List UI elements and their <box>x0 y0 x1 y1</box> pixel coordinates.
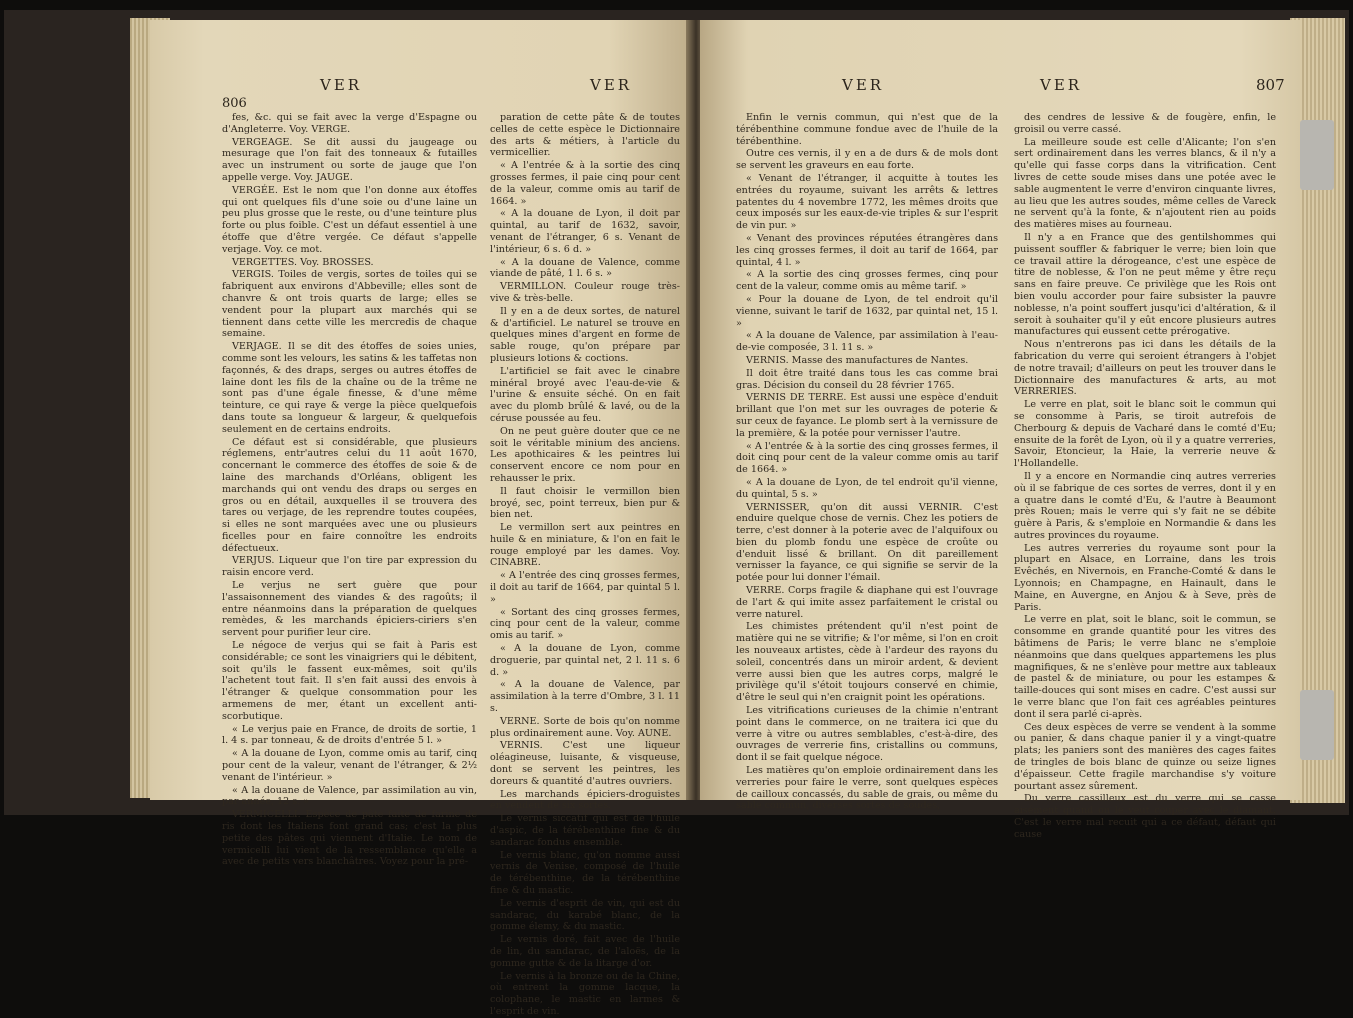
paragraph: Il y en a de deux sortes, de naturel & d'artificiel. Le naturel se trouve en quelques mines d'argent en forme de sable rouge, qu'on prépare par plusieurs lotions & coctions. <box>490 305 680 364</box>
paragraph: « A la douane de Valence, par assimilation à l'eau-de-vie composée, 3 l. 11 s. » <box>736 330 998 354</box>
paragraph: Les vitrifications curieuses de la chimie n'entrant point dans le commerce, on ne traitera ici que du verre à vitre ou autres semblables, c'est-à-dire, des ouvrages de verrerie fins, cristallins ou communs, dont il se fait quelque négoce. <box>736 705 998 764</box>
paragraph: Les chimistes prétendent qu'il n'est point de matière qui ne se vitrifie; & l'or même, si l'on en croit les nouveaux artistes, cède à l'ardeur des rayons du soleil, concentrés dans un miroir ardent, & devient verre aussi bien que les autres corps, malgré le privilège qu'il s'étoit toujours conservé en chimie, d'être le seul qui n'en craignit point les opérations. <box>736 621 998 704</box>
paragraph: des cendres de lessive & de fougère, enfin, le groisil ou verre cassé. <box>1014 112 1276 135</box>
paragraph: « A la douane de Lyon, il doit par quintal, au tarif de 1632, savoir, venant de l'étranger, 6 s. Venant de l'intérieur, 6 s. 6 d. » <box>490 208 680 255</box>
paragraph: Le vernis siccatif qui est de l'huile d'aspic, de la térébenthine fine & du sandarac fondus ensemble. <box>490 813 680 848</box>
paragraph: VERNIS. Masse des manufactures de Nantes. <box>746 354 969 366</box>
paragraph: « Venant des provinces réputées étrangères dans les cinq grosses fermes, il doit au tarif de 1664, par quintal, 4 l. » <box>736 232 998 268</box>
paragraph: VERNIS DE TERRE. Est aussi une espèce d'enduit brillant que l'on met sur les ouvrages de poterie & sur ceux de fayance. Le plomb sert à la vernissure de la première, & la potée pour vernisser l'autre. <box>736 392 998 439</box>
paragraph: Nous n'entrerons pas ici dans les détails de la fabrication du verre qui seroient étrangers à l'objet de notre travail; d'ailleurs on peut les trouver dans le Dictionnaire des manufactures & arts, au mot VERRERIES. <box>1014 339 1276 398</box>
paragraph: VERNIS. C'est une liqueur oléagineuse, luisante, & visqueuse, dont se servent les peintres, les doreurs & quantité d'autres ouvriers. <box>490 740 680 787</box>
paragraph: « A la douane de Lyon, de tel endroit qu'il vienne, du quintal, 5 s. » <box>736 476 998 500</box>
paragraph: Le verre en plat, soit le blanc soit le commun qui se consomme à Paris, se tiroit autrefois de Cherbourg & depuis de Vacharé dans le comté d'Eu; ensuite de la forêt de Lyon, où il y a quatre verreries, Savoir, Etoncieur, la Haie, la verrerie neuve & l'Hollandelle. <box>1014 399 1276 470</box>
left-page-column-1 <box>222 112 477 868</box>
paragraph: Il n'y a en France que des gentilshommes qui puissent souffler & fabriquer le verre; bien loin que ce travail attire la dérogeance, c'est une espèce de titre de noblesse, & l'on ne peut même y être reçu sans en faire preuve. Ce privilège que les Rois ont bien voulu accorder pour faire subsister la pauvre noblesse, n'a point souffert jusqu'ici d'altération, & il seroit à souhaiter qu'il y eût encore plusieurs autres manufactures qui eussent cette prérogative. <box>1014 231 1276 338</box>
paragraph: Le vermillon sert aux peintres en huile & en miniature, & l'on en fait le rouge employé par les dames. Voy. CINABRE. <box>490 522 680 569</box>
paragraph: « A la sortie des cinq grosses fermes, cinq pour cent de la valeur, comme omis au même tarif. » <box>736 269 998 293</box>
paragraph: VERMILLON. Couleur rouge très-vive & très-belle. <box>490 281 680 304</box>
left-running-head-1: VER <box>320 76 363 94</box>
paragraph: Ces deux espèces de verre se vendent à la somme ou panier, & dans chaque panier il y a vingt-quatre plats; les paniers sont des manières des cages faites de tringles de bois blanc de quinze ou seize lignes d'épaisseur. Cette fragile marchandise s'y voiture pourtant assez sûrement. <box>1014 721 1276 792</box>
paragraph: Les matières qu'on emploie ordinairement dans les verreries pour faire le verre, sont quelques espèces de cailloux concassés, du sable de grais, ou même du sable commun, diverses sortes de soudes, <box>736 765 998 812</box>
paragraph: paration de cette pâte & de toutes celles de cette espèce le Dictionnaire des arts & métiers, à l'article du vermicellier. <box>490 112 680 159</box>
paragraph: « Pour la douane de Lyon, de tel endroit qu'il vienne, suivant le tarif de 1632, par quintal net, 15 l. » <box>736 293 998 329</box>
paragraph: VERJUS. Liqueur que l'on tire par expression du raisin encore verd. <box>222 555 477 579</box>
paragraph: « A l'entrée des cinq grosses fermes, il doit au tarif de 1664, par quintal 5 l. » <box>490 570 680 605</box>
left-page <box>150 20 690 1017</box>
paragraph: « A la douane de Lyon, comme omis au tarif, cinq pour cent de la valeur, venant de l'étranger, & 2½ venant de l'intérieur. » <box>222 748 477 783</box>
paragraph: Il doit être traité dans tous les cas comme brai gras. Décision du conseil du 28 février 1765. <box>736 367 998 391</box>
paragraph: « A la douane de Lyon, comme droguerie, par quintal net, 2 l. 11 s. 6 d. » <box>490 643 680 678</box>
paragraph: Les marchands épiciers-droguistes en vendent de six sortes. <box>490 788 680 812</box>
paragraph: Il y a encore en Normandie cinq autres verreries où il se fabrique de ces sortes de verres, dont il y en a quatre dans le comté d'Eu, & l'autre à Beaumont près Rouen; mais le verre qui s'y fait ne se débite guère à Paris, & s'emploie en Normandie & dans les autres provinces du royaume. <box>1014 470 1276 541</box>
page-clip-top <box>1300 120 1334 190</box>
paragraph: On ne peut guère douter que ce ne soit le véritable minium des anciens. Les apothicaires & les peintres lui conservent encore ce nom pour en rehausser le prix. <box>490 425 680 484</box>
paragraph: VERGIS. Toiles de vergis, sortes de toiles qui se fabriquent aux environs d'Abbeville; elles sont de chanvre & ont trois quarts de large; elles se vendent pour la plupart aux marchés qui se tiennent dans cette ville les mercredis de chaque semaine. <box>222 269 477 340</box>
paragraph: Enfin le vernis commun, qui n'est que de la térébenthine commune fondue avec de l'huile de la térébenthine. <box>736 112 998 147</box>
paragraph: Le négoce de verjus qui se fait à Paris est considérable; ce sont les vinaigriers qui le débitent, soit qu'ils le fassent eux-mêmes, soit qu'ils l'achetent tout fait. Il s'en fait aussi des envois à l'étranger & quelque consommation pour les armemens de mer, étant un excellent anti-scorbutique. <box>222 640 477 722</box>
paragraph: VERNE. Sorte de bois qu'on nomme plus ordinairement aune. Voy. AUNE. <box>490 715 680 739</box>
paragraph: Outre ces vernis, il y en a de durs & de mols dont se servent les graveurs en eau forte. <box>736 148 998 172</box>
paragraph: VERJAGE. Il se dit des étoffes de soies unies, comme sont les velours, les satins & les taffetas non façonnés, & des draps, serges ou autres étoffes de laine dont les fils de la chaîne ou de la trême ne sont pas d'une égale finesse, & d'une même teinture, ce qui raye & verge la pièce quelquefois dans toute sa longueur & largeur, & quelquefois seulement en de certains endroits. <box>222 341 477 435</box>
right-page-column-1 <box>736 112 998 812</box>
paragraph: « A la douane de Valence, comme viande de pâté, 1 l. 6 s. » <box>490 256 680 280</box>
paragraph: Il faut choisir le vermillon bien broyé, sec, point terreux, bien pur & bien net. <box>490 485 680 521</box>
paragraph: VERGEAGE. Se dit aussi du jaugeage ou mesurage que l'on fait des tonneaux & futailles avec un instrument ou sorte de jauge que l'on appelle verge. Voy. JAUGE. <box>222 136 477 183</box>
paragraph: Le verre en plat, soit le blanc, soit le commun, se consomme en grande quantité pour les vitres des bâtimens de Paris; le verre blanc ne s'emploie néanmoins que dans quelques appartemens les plus magnifiques, & ne s'enlève pour mettre aux tableaux de pastel & de miniature, ou pour les estampes & taille-douces qui sont mises en cadre. C'est aussi sur le verre blanc que l'on fait ces agréables peintures dont il sera parlé ci-après. <box>1014 614 1276 720</box>
paragraph: VERGETTES. Voy. BROSSES. <box>232 256 374 268</box>
paragraph: « A la douane de Valence, par assimilation à la terre d'Ombre, 3 l. 11 s. <box>490 679 680 715</box>
left-running-head-2: VER <box>590 76 633 94</box>
paragraph: « A l'entrée & à la sortie des cinq grosses fermes, il paie cinq pour cent de la valeur, comme omis au tarif de 1664. » <box>490 160 680 207</box>
paragraph: Le vernis à la bronze ou de la Chine, où entrent la gomme lacque, la colophane, le mastic en larmes & l'esprit de vin. <box>490 970 680 1017</box>
left-page-column-2 <box>490 112 680 1017</box>
paragraph: Du verre cassilleux est du verre qui se casse aisément quand on le veut couper avec le diamant. C'est le verre mal recuit qui a ce défaut, défaut qui cause <box>1014 793 1276 840</box>
page-clip-bottom <box>1300 690 1334 760</box>
right-running-head-2: VER <box>1040 76 1083 94</box>
paragraph: « Le verjus paie en France, de droits de sortie, 1 l. 4 s. par tonneau, & de droits d'entrée 5 l. » <box>222 723 477 747</box>
paragraph: « A la douane de Valence, par assimilation au vin, par année, 12 s. » <box>222 784 477 808</box>
paragraph: La meilleure soude est celle d'Alicante; l'on s'en sert ordinairement dans les verres blancs, & il n'y a qu'elle qui fasse corps dans la vitrification. Cent livres de cette soude mises dans une potée avec le sable augmentent le verre d'environ cinquante livres, au lieu que les autres soudes, même celles de Vareck ne servent qu'à la fonte, & n'ajoutent rien au poids des matières mises au fourneau. <box>1014 136 1276 231</box>
right-page <box>700 20 1300 840</box>
right-page-column-2 <box>1014 112 1276 840</box>
right-running-head-1: VER <box>842 76 885 94</box>
paragraph: « Venant de l'étranger, il acquitte à toutes les entrées du royaume, suivant les arrêts & lettres patentes du 4 novembre 1772, les mêmes droits que ceux imposés sur les eaux-de-vie triples & sur l'esprit de vin pur. » <box>736 172 998 232</box>
paragraph: Le vernis blanc, qu'on nomme aussi vernis de Venise, composé de l'huile de térébenthine, de la térébenthine fine & du mastic. <box>490 849 680 896</box>
paragraph: L'artificiel se fait avec le cinabre minéral broyé avec l'eau-de-vie & l'urine & ensuite séché. On en fait avec du plomb brûlé & lavé, ou de la céruse poussée au feu. <box>490 365 680 424</box>
paragraph: VERGÉE. Est le nom que l'on donne aux étoffes qui ont quelques fils d'une soie ou d'une laine un peu plus grosse que le reste, ou d'une teinture plus forte ou plus foible. C'est un défaut essentiel à une étoffe que d'être vergée. Ce défaut s'appelle verjage. Voy. ce mot. <box>222 184 477 255</box>
paragraph: « Sortant des cinq grosses fermes, cinq pour cent de la valeur, comme omis au tarif. » <box>490 606 680 642</box>
paragraph: VERMICELLI. Espèce de pâte faite de farine de ris dont les Italiens font grand cas; c'est la plus petite des pâtes qui viennent d'Italie. Le nom de vermicelli lui vient de la ressemblance qu'elle a avec de petits vers blanchâtres. Voyez pour la pré- <box>222 809 477 868</box>
paragraph: VERRE. Corps fragile & diaphane qui est l'ouvrage de l'art & qui imite assez parfaitement le cristal ou verre naturel. <box>736 585 998 620</box>
paragraph: « A l'entrée & à la sortie des cinq grosses fermes, il doit cinq pour cent de la valeur comme omis au tarif de 1664. » <box>736 440 998 476</box>
paragraph: Le vernis doré, fait avec de l'huile de lin, du sandarac, de l'aloës, de la gomme gutte & de la litarge d'or. <box>490 934 680 969</box>
left-page-number: 806 <box>222 96 247 111</box>
paragraph: Le verjus ne sert guère que pour l'assaisonnement des viandes & des ragoûts; il entre néanmoins dans la préparation de quelques remèdes, & les marchands épiciers-ciriers s'en servent pour purifier leur cire. <box>222 580 477 639</box>
paragraph: VERNISSER, qu'on dit aussi VERNIR. C'est enduire quelque chose de vernis. Chez les potiers de terre, c'est donner à la poterie avec de l'alquifoux ou bien du plomb fondu une espèce de croûte ou d'enduit lissé & brillant. On dit pareillement vernisser la fayance, ce qui signifie se servir de la potée pour lui donner l'émail. <box>736 501 998 584</box>
paragraph: Le vernis d'esprit de vin, qui est du sandarac, du karabé blanc, de la gomme élemy, & du mastic. <box>490 897 680 933</box>
paragraph: fes, &c. qui se fait avec la verge d'Espagne ou d'Angleterre. Voy. VERGE. <box>222 112 477 135</box>
paragraph: Les autres verreries du royaume sont pour la plupart en Alsace, en Lorraine, dans les trois Evêchés, en Nivernois, en Franche-Comté & dans le Lyonnois; en Champagne, en Hainault, dans le Maine, en Auvergne, en Anjou & à Seve, près de Paris. <box>1014 542 1276 613</box>
right-page-number: 807 <box>1256 76 1285 94</box>
paragraph: Ce défaut est si considérable, que plusieurs réglemens, entr'autres celui du 11 août 1670, concernant le commerce des étoffes de soie & de laine des marchands d'Orléans, obligent les marchands qui ont vendu des draps ou serges en gros ou en détail, auxquelles il se trouvera des tares ou verjage, de les reprendre toutes coupées, si elles ne sont marquées avec une ou plusieurs ficelles pour en faire connoître les endroits défectueux. <box>222 436 477 554</box>
